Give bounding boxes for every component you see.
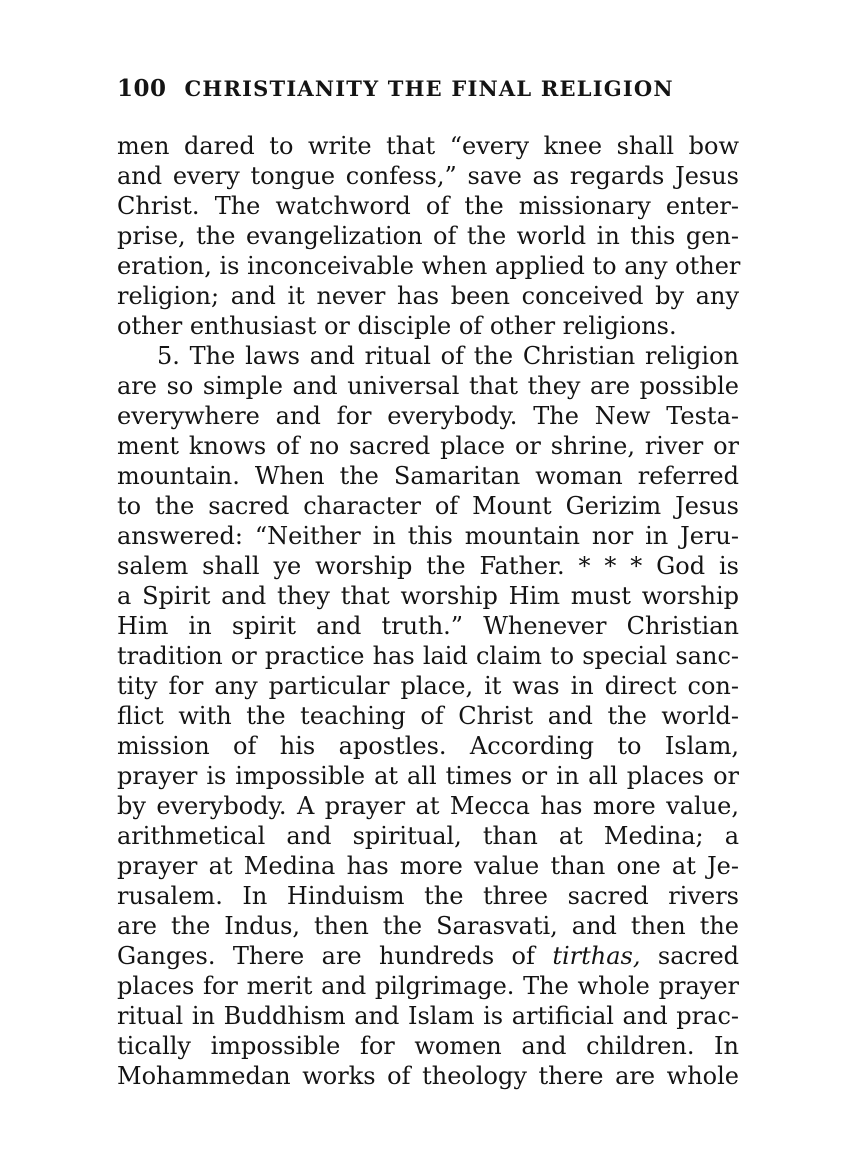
text-line-19: tity for any particular place, it was in direct con- bbox=[117, 672, 739, 700]
text-line-5: eration, is inconceivable when applied to any other bbox=[117, 252, 741, 280]
text-line-29: places for merit and pilgrimage. The whole prayer bbox=[117, 972, 739, 1000]
text-line-25: prayer at Medina has more value than one at Je- bbox=[117, 852, 739, 880]
text-line-12: mountain. When the Samaritan woman referred bbox=[117, 462, 739, 490]
text-line-2: and every tongue confess,” save as regards Jesus bbox=[117, 162, 739, 190]
text-line-8: 5. The laws and ritual of the Christian religion bbox=[157, 342, 739, 370]
text-line-30: ritual in Buddhism and Islam is artificial and prac- bbox=[117, 1002, 739, 1030]
text-line-24: arithmetical and spiritual, than at Medina; a bbox=[117, 822, 739, 850]
italic-term-tirthas: tirthas, bbox=[552, 942, 641, 970]
text-line-15: salem shall ye worship the Father. * * * God is bbox=[117, 552, 739, 580]
page-number: 100 bbox=[117, 75, 167, 102]
text-line-32: Mohammedan works of theology there are whole bbox=[117, 1062, 739, 1090]
text-line-13: to the sacred character of Mount Gerizim Jesus bbox=[117, 492, 739, 520]
text-line-22: prayer is impossible at all times or in all places or bbox=[117, 762, 739, 790]
text-line-28-end: sacred bbox=[640, 942, 740, 970]
text-line-4: prise, the evangelization of the world in this gen- bbox=[117, 222, 739, 250]
text-line-26: rusalem. In Hinduism the three sacred rivers bbox=[117, 882, 739, 910]
text-line-14: answered: “Neither in this mountain nor in Jeru- bbox=[117, 522, 739, 550]
text-line-31: tically impossible for women and children. In bbox=[117, 1032, 739, 1060]
book-title: CHRISTIANITY THE FINAL RELIGION bbox=[184, 76, 674, 101]
text-line-27: are the Indus, then the Sarasvati, and then the bbox=[117, 912, 739, 940]
text-line-16: a Spirit and they that worship Him must worship bbox=[117, 582, 739, 610]
text-line-20: flict with the teaching of Christ and the world- bbox=[117, 702, 739, 730]
text-line-7: other enthusiast or disciple of other religions. bbox=[117, 312, 677, 340]
text-line-28-start: Ganges. There are hundreds of bbox=[117, 942, 553, 970]
body-text bbox=[117, 131, 739, 1091]
text-line-9: are so simple and universal that they are possible bbox=[117, 372, 739, 400]
text-line-3: Christ. The watchword of the missionary enter- bbox=[117, 192, 739, 220]
text-line-6: religion; and it never has been conceived by any bbox=[117, 282, 739, 310]
running-head bbox=[117, 72, 757, 106]
text-line-21: mission of his apostles. According to Islam, bbox=[117, 732, 739, 760]
text-line-1: men dared to write that “every knee shall bow bbox=[117, 132, 739, 160]
text-line-28 bbox=[117, 941, 739, 971]
text-line-10: everywhere and for everybody. The New Testa- bbox=[117, 402, 739, 430]
text-line-18: tradition or practice has laid claim to special sanc- bbox=[117, 642, 739, 670]
text-line-23: by everybody. A prayer at Mecca has more value, bbox=[117, 792, 739, 820]
text-line-17: Him in spirit and truth.” Whenever Christian bbox=[117, 612, 739, 640]
text-line-11: ment knows of no sacred place or shrine, river or bbox=[117, 432, 739, 460]
